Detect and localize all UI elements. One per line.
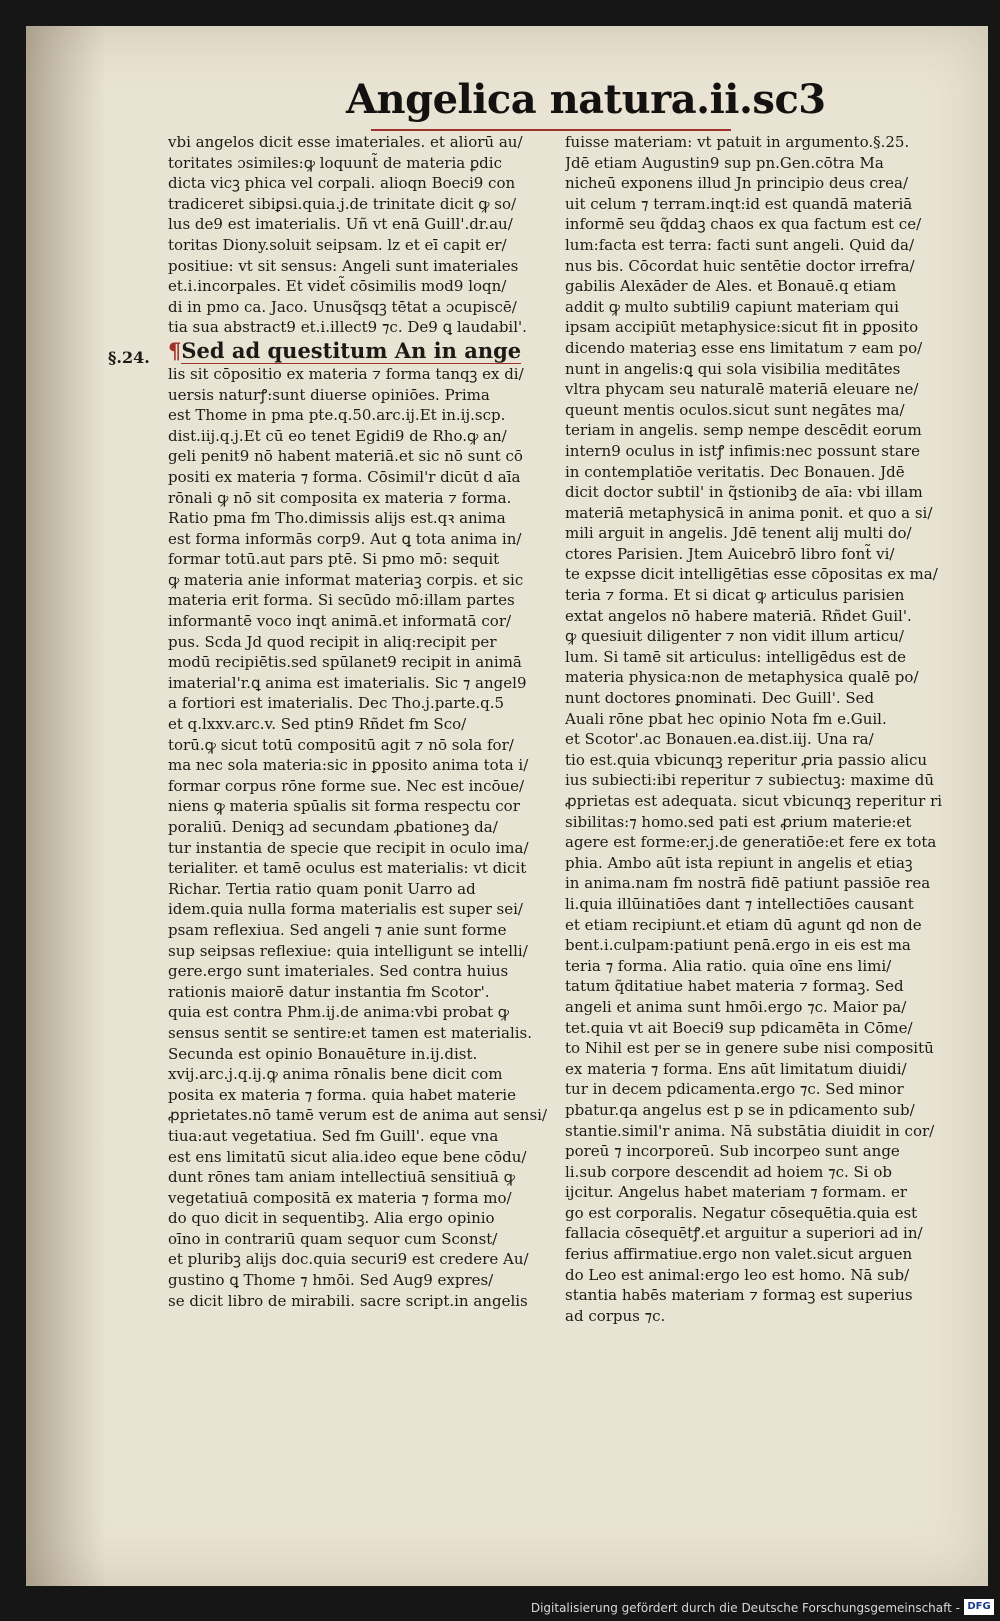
text-line: ꝙ quesiuit diligenter ⁊ non vidit illum articu/ (565, 627, 904, 646)
text-line: nunt doctores ꝑnominati. Dec Guill'. Sed (565, 689, 875, 708)
text-line: et Scotor'.ac Bonauen.ea.dist.iij. Una ra/ (565, 730, 874, 749)
text-line: ꝓprietates.nō tamē verum est de anima aut sensi/ (168, 1106, 548, 1125)
text-line: di in pmo ca. Jaco. Unusq̃sqꝫ tētat a ɔcupiscē/ (168, 297, 517, 316)
running-title: Angelica natura.ii.sc3 (346, 76, 826, 123)
text-line: ꝙ materia anie informat materiaꝫ corpis. et sic (168, 570, 524, 589)
text-line: intern9 oculus in istꝭ infimis:nec possunt stare (565, 441, 920, 460)
title-underline (371, 129, 731, 131)
text-line: do quo dicit in sequentibꝫ. Alia ergo opinio (168, 1209, 495, 1228)
text-line: vltra phycam seu naturalē materiā eleuare ne/ (565, 380, 919, 399)
text-line: ad corpus ⁊c. (565, 1306, 666, 1325)
text-line: nus bis. Cōcordat huic sentētie doctor irrefra/ (565, 256, 915, 275)
text-line: dunt rōnes tam aniam intellectiuā sensitiuā ꝙ (168, 1168, 515, 1187)
text-line: Ratio pma fm Tho.dimissis alijs est.qꝛ anima (168, 509, 506, 528)
text-line: ijcitur. Angelus habet materiam ⁊ formam. er (565, 1183, 908, 1202)
left-column (168, 132, 550, 1311)
text-line: stantie.simil'r anima. Nā substātia diuidit in cor/ (565, 1121, 935, 1140)
footer-credit: Digitalisierung gefördert durch die Deutsche Forschungsgemeinschaft - (530, 1601, 960, 1615)
text-line: te expsse dicit intelligētias esse cōpositas ex ma/ (565, 565, 938, 584)
text-line: go est corporalis. Negatur cōsequētia.quia est (565, 1203, 918, 1222)
text-line: ꝓprietas est adequata. sicut vbicunqꝫ reperitur ri (565, 792, 943, 810)
text-line: dicta vicꝫ phica vel corpali. alioqn Boeci9 con (168, 174, 516, 193)
pilcrow-mark: ¶ (168, 337, 182, 363)
text-line: positiue: vt sit sensus: Angeli sunt imateriales (168, 256, 519, 275)
text-line: sibilitas:⁊ homo.sed pati est ꝓrium materie:et (565, 812, 912, 831)
text-line: positi ex materia ⁊ forma. Cōsimil'r dicūt d aīa (168, 467, 521, 486)
text-line: oīno in contrariū quam sequor cum Sconst/ (168, 1229, 498, 1248)
dfg-logo: DFG (964, 1599, 994, 1615)
text-line: modū recipiētis.sed spūlanet9 recipit in animā (168, 653, 522, 672)
text-line: ctores Parisien. Jtem Auicebrō libro font̃ vi/ (565, 544, 895, 563)
text-line: to Nihil est per se in genere sube nisi compositū (565, 1039, 934, 1058)
text-line: informē seu q̃ddaꝫ chaos ex qua factum est ce/ (565, 215, 922, 234)
text-line: stantia habēs materiam ⁊ formaꝫ est superius (565, 1286, 913, 1305)
text-line: poraliū. Deniqꝫ ad secundam ꝓbationeꝫ da/ (168, 818, 498, 836)
text-line: tur instantia de specie que recipit in oculo ima/ (168, 838, 529, 857)
text-line: tradiceret sibiꝑsi.quia.j.de trinitate dicit ꝙ so/ (168, 194, 517, 213)
text-line: in anima.nam fm nostrā fidē patiunt passiōe rea (565, 874, 931, 893)
text-line: sensus sentit se sentire:et tamen est materialis. (168, 1023, 533, 1042)
text-line: ex materia ⁊ forma. Ens aūt limitatum diuidi/ (565, 1059, 907, 1078)
text-line: angeli et anima sunt hmōi.ergo ⁊c. Maior pa/ (565, 997, 907, 1016)
text-line: a fortiori est imaterialis. Dec Tho.j.parte.q.5 (168, 694, 505, 713)
text-line: teriam in angelis. semp nempe descēdit eorum (565, 421, 922, 440)
text-line: torū.ꝙ sicut totū compositū agit ⁊ nō sola for/ (168, 735, 514, 754)
text-line: psam reflexiua. Sed angeli ⁊ anie sunt forme (168, 920, 507, 939)
text-line: ma nec sola materia:sic in ꝑposito anima tota i/ (168, 756, 529, 775)
text-line: li.quia illūinatiōes dant ⁊ intellectiōes causant (565, 894, 914, 913)
text-line: tur in decem pdicamenta.ergo ⁊c. Sed minor (565, 1080, 904, 1099)
text-line: agere est forme:er.j.de generatiōe:et fere ex tota (565, 833, 937, 852)
left-lines-after (168, 364, 550, 1311)
text-line: Auali rōne pbat hec opinio Nota fm e.Guil. (565, 709, 887, 728)
text-line: in contemplatiōe veritatis. Dec Bonauen. Jdē (565, 462, 905, 481)
text-line: li.sub corpore descendit ad hoiem ⁊c. Si ob (565, 1162, 892, 1181)
text-line: gabilis Alexāder de Ales. et Bonauē.q etiam (565, 277, 897, 296)
text-line: uit celum ⁊ terram.inqt:id est quandā materiā (565, 194, 913, 213)
section-marker: §.24. (108, 348, 150, 367)
text-line: tiua:aut vegetatiua. Sed fm Guill'. eque vna (168, 1126, 499, 1145)
text-line: teria ⁊ forma. Et si dicat ꝙ articulus parisien (565, 586, 905, 605)
text-line: informantē voco inqt animā.et informatā cor/ (168, 612, 512, 631)
text-line: formar corpus rōne forme sue. Nec est incōue/ (168, 776, 525, 795)
text-line: terialiter. et tamē oculus est materialis: vt dicit (168, 859, 527, 878)
text-line: phia. Ambo aūt ista repiunt in angelis et etiaꝫ (565, 853, 913, 872)
text-line: mili arguit in angelis. Jdē tenent alij multi do/ (565, 524, 912, 543)
text-line: lum. Si tamē sit articulus: intelligēdus est de (565, 647, 906, 666)
text-line: sup seipsas reflexiue: quia intelligunt se intelli/ (168, 941, 528, 960)
text-line: est Thome in pma pte.q.50.arc.ij.Et in.ij.scp. (168, 406, 506, 425)
text-line: lus de9 est imaterialis. Uñ vt enā Guill'.dr.au/ (168, 215, 513, 234)
text-line: gere.ergo sunt imateriales. Sed contra huius (168, 962, 509, 981)
text-line: rōnali ꝙ nō sit composita ex materia ⁊ forma. (168, 488, 512, 507)
text-line: nicheū exponens illud Jn principio deus crea/ (565, 174, 909, 193)
text-line: nunt in angelis:ꝗ qui sola visibilia meditātes (565, 359, 901, 378)
text-line: addit ꝙ multo subtili9 capiunt materiam qui (565, 297, 899, 316)
right-column (565, 132, 947, 1326)
text-line: quia est contra Phm.ij.de anima:vbi probat ꝙ (168, 1003, 510, 1022)
text-line: fallacia cōsequētꝭ.et arguitur a superiori ad in/ (565, 1224, 923, 1243)
text-line: tatum q̃ditatiue habet materia ⁊ formaꝫ. Sed (565, 977, 904, 996)
text-line: dist.iij.q.j.Et cū eo tenet Egidi9 de Rho.ꝙ an/ (168, 426, 507, 445)
text-line: materia physica:non de metaphysica qualē po/ (565, 668, 919, 687)
text-line: niens ꝙ materia spūalis sit forma respectu cor (168, 797, 520, 816)
text-line: queunt mentis oculos.sicut sunt negātes ma/ (565, 400, 905, 419)
text-line: xvij.arc.j.q.ij.ꝙ anima rōnalis bene dicit com (168, 1065, 503, 1084)
text-line: dicit doctor subtil' in q̃stionibꝫ de aīa: vbi illam (565, 483, 923, 502)
page-gutter-shadow (26, 26, 106, 1586)
text-line: Richar. Tertia ratio quam ponit Uarro ad (168, 879, 476, 898)
text-line: ius subiecti:ibi reperitur ⁊ subiectuꝫ: maxime dū (565, 771, 935, 790)
text-line: toritates ɔsimiles:ꝙ loquunt̃ de materia ꝑdic (168, 153, 502, 172)
text-line: geli penit9 nō habent materiā.et sic nō sunt cō (168, 447, 523, 466)
text-line: ipsam accipiūt metaphysice:sicut fit in ꝑposito (565, 318, 919, 337)
text-line: lum:facta est terra: facti sunt angeli. Quid da/ (565, 235, 914, 254)
text-line: uersis naturꝭ:sunt diuerse opiniōes. Prima (168, 385, 490, 404)
text-line: extat angelos nō habere materiā. Rñdet Guil'. (565, 606, 912, 625)
text-line: vbi angelos dicit esse imateriales. et aliorū au/ (168, 133, 523, 151)
text-line: pus. Scda Jd quod recipit in aliq:recipit per (168, 632, 497, 651)
text-line: tio est.quia vbicunqꝫ reperitur ꝓria passio alicu (565, 750, 928, 769)
text-line: dicendo materiaꝫ esse ens limitatum ⁊ eam po/ (565, 338, 923, 357)
text-line: se dicit libro de mirabili. sacre script.in angelis (168, 1291, 528, 1310)
text-line: idem.quia nulla forma materialis est super sei/ (168, 900, 523, 919)
text-line: rationis maiorē datur instantia fm Scotor'. (168, 982, 490, 1001)
text-line: do Leo est animal:ergo leo est homo. Nā sub/ (565, 1265, 910, 1284)
text-line: pbatur.qa angelus est p se in pdicamento sub/ (565, 1100, 915, 1119)
text-line: et etiam recipiunt.et etiam dū agunt qd non de (565, 915, 922, 934)
text-line: est ens limitatū sicut alia.ideo eque bene cōdu/ (168, 1147, 527, 1166)
left-lines-before (168, 132, 550, 338)
text-line: teria ⁊ forma. Alia ratio. quia oīne ens limi/ (565, 956, 892, 975)
text-line: est forma informās corp9. Aut ꝗ tota anima in/ (168, 529, 522, 548)
text-line: bent.i.culpam:patiunt penā.ergo in eis est ma (565, 936, 911, 955)
text-line: Secunda est opinio Bonauēture in.ij.dist. (168, 1044, 478, 1063)
text-line: et pluribꝫ alijs doc.quia securi9 est credere Au/ (168, 1250, 529, 1269)
text-line: toritas Diony.soluit seipsam. lz et eī capit er/ (168, 235, 507, 254)
text-line: ferius affirmatiue.ergo non valet.sicut arguen (565, 1245, 913, 1264)
text-line: posita ex materia ⁊ forma. quia habet materie (168, 1085, 516, 1104)
text-line: gustino ꝗ Thome ⁊ hmōi. Sed Aug9 expres/ (168, 1271, 494, 1290)
section-heading: ¶Sed ad questitum An in ange (168, 337, 522, 363)
text-line: Jdē etiam Augustin9 sup pn.Gen.cōtra Ma (565, 153, 884, 172)
text-line: vegetatiuā compositā ex materia ⁊ forma mo/ (168, 1188, 512, 1207)
text-line: lis sit cōpositio ex materia ⁊ forma tanqꝫ ex di/ (168, 364, 524, 383)
text-line: materiā metaphysicā in anima ponit. et quo a si/ (565, 503, 933, 522)
text-line: tia sua abstract9 et.i.illect9 ⁊c. De9 ꝗ laudabil'. (168, 318, 527, 337)
text-line: imaterial'r.ꝗ anima est imaterialis. Sic ⁊ angel9 (168, 673, 527, 692)
text-line: et q.lxxv.arc.v. Sed ptin9 Rñdet fm Sco/ (168, 715, 467, 734)
text-line: tet.quia vt ait Boeci9 sup pdicamēta in Cōme/ (565, 1018, 913, 1037)
text-line: formar totū.aut pars ptē. Si pmo mō: sequit (168, 550, 500, 569)
text-line: fuisse materiam: vt patuit in argumento.§.25. (565, 133, 910, 151)
text-line: poreū ⁊ incorporeū. Sub incorpeo sunt ange (565, 1142, 900, 1161)
text-line: materia erit forma. Si secūdo mō:illam partes (168, 591, 515, 610)
text-line: et.i.incorpales. Et videt̃ cōsimilis mod9 loqn/ (168, 277, 507, 296)
